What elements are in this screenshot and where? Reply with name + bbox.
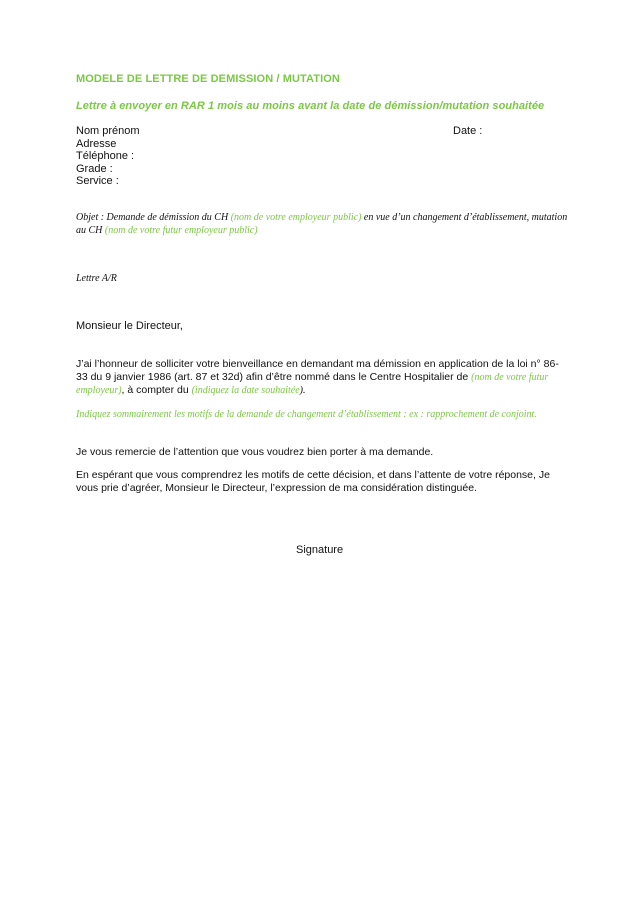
- subject-text-part1: Objet : Demande de démission du CH: [76, 212, 231, 223]
- salutation: Monsieur le Directeur,: [76, 320, 183, 332]
- sender-service-label: Service :: [76, 175, 119, 187]
- sender-address-label: Adresse: [76, 137, 117, 150]
- paragraph-request-text2: , à compter du: [121, 384, 192, 396]
- document-title: MODELE DE LETTRE DE DEMISSION / MUTATION: [76, 73, 340, 85]
- paragraph-reasons-hint: Indiquez sommairement les motifs de la demande de changement d’établissement : ex : rapprochement de conjoint.: [76, 409, 537, 420]
- sender-grade-label: Grade :: [76, 162, 113, 175]
- document-subtitle: Lettre à envoyer en RAR 1 mois au moins avant la date de démission/mutation souhaitée: [76, 100, 545, 112]
- paragraph-request-text3: ).: [299, 385, 306, 396]
- paragraph-thanks: Je vous remercie de l’attention que vous voudrez bien porter à ma demande.: [76, 446, 434, 458]
- subject-text-part2: en vue d’un changement d’établissement, mutation au CH: [76, 212, 568, 236]
- sender-name-label: Nom prénom: [76, 125, 140, 137]
- placeholder-future-employer: (nom de votre futur employeur): [76, 372, 549, 396]
- date-label: Date :: [453, 125, 483, 137]
- subject-placeholder-future-employer: (nom de votre futur employeur public): [104, 225, 258, 236]
- placeholder-desired-date: (indiquez la date souhaitée: [191, 385, 300, 396]
- subject-line: [76, 211, 576, 237]
- sender-block: [76, 125, 140, 188]
- sender-phone-label: Téléphone :: [76, 150, 135, 162]
- signature-label: Signature: [296, 544, 344, 556]
- paragraph-request: [76, 358, 560, 397]
- paragraph-closing: En espérant que vous comprendrez les motifs de cette décision, et dans l’attente de votre réponse, Je vous prie d’agréer, Monsieur le Directeur, l’expression de ma considération distinguée.: [76, 469, 550, 494]
- registered-letter-mention: Lettre A/R: [76, 273, 117, 284]
- subject-placeholder-current-employer: (nom de votre employeur public): [230, 212, 362, 223]
- paragraph-request-text1: J’ai l’honneur de solliciter votre bienveillance en demandant ma démission en application de la loi n° 86-33 du 9 janvier 1986 (art. 87 et 32d) afin d’être nommé dans le Centre Hospitalier de: [76, 358, 559, 383]
